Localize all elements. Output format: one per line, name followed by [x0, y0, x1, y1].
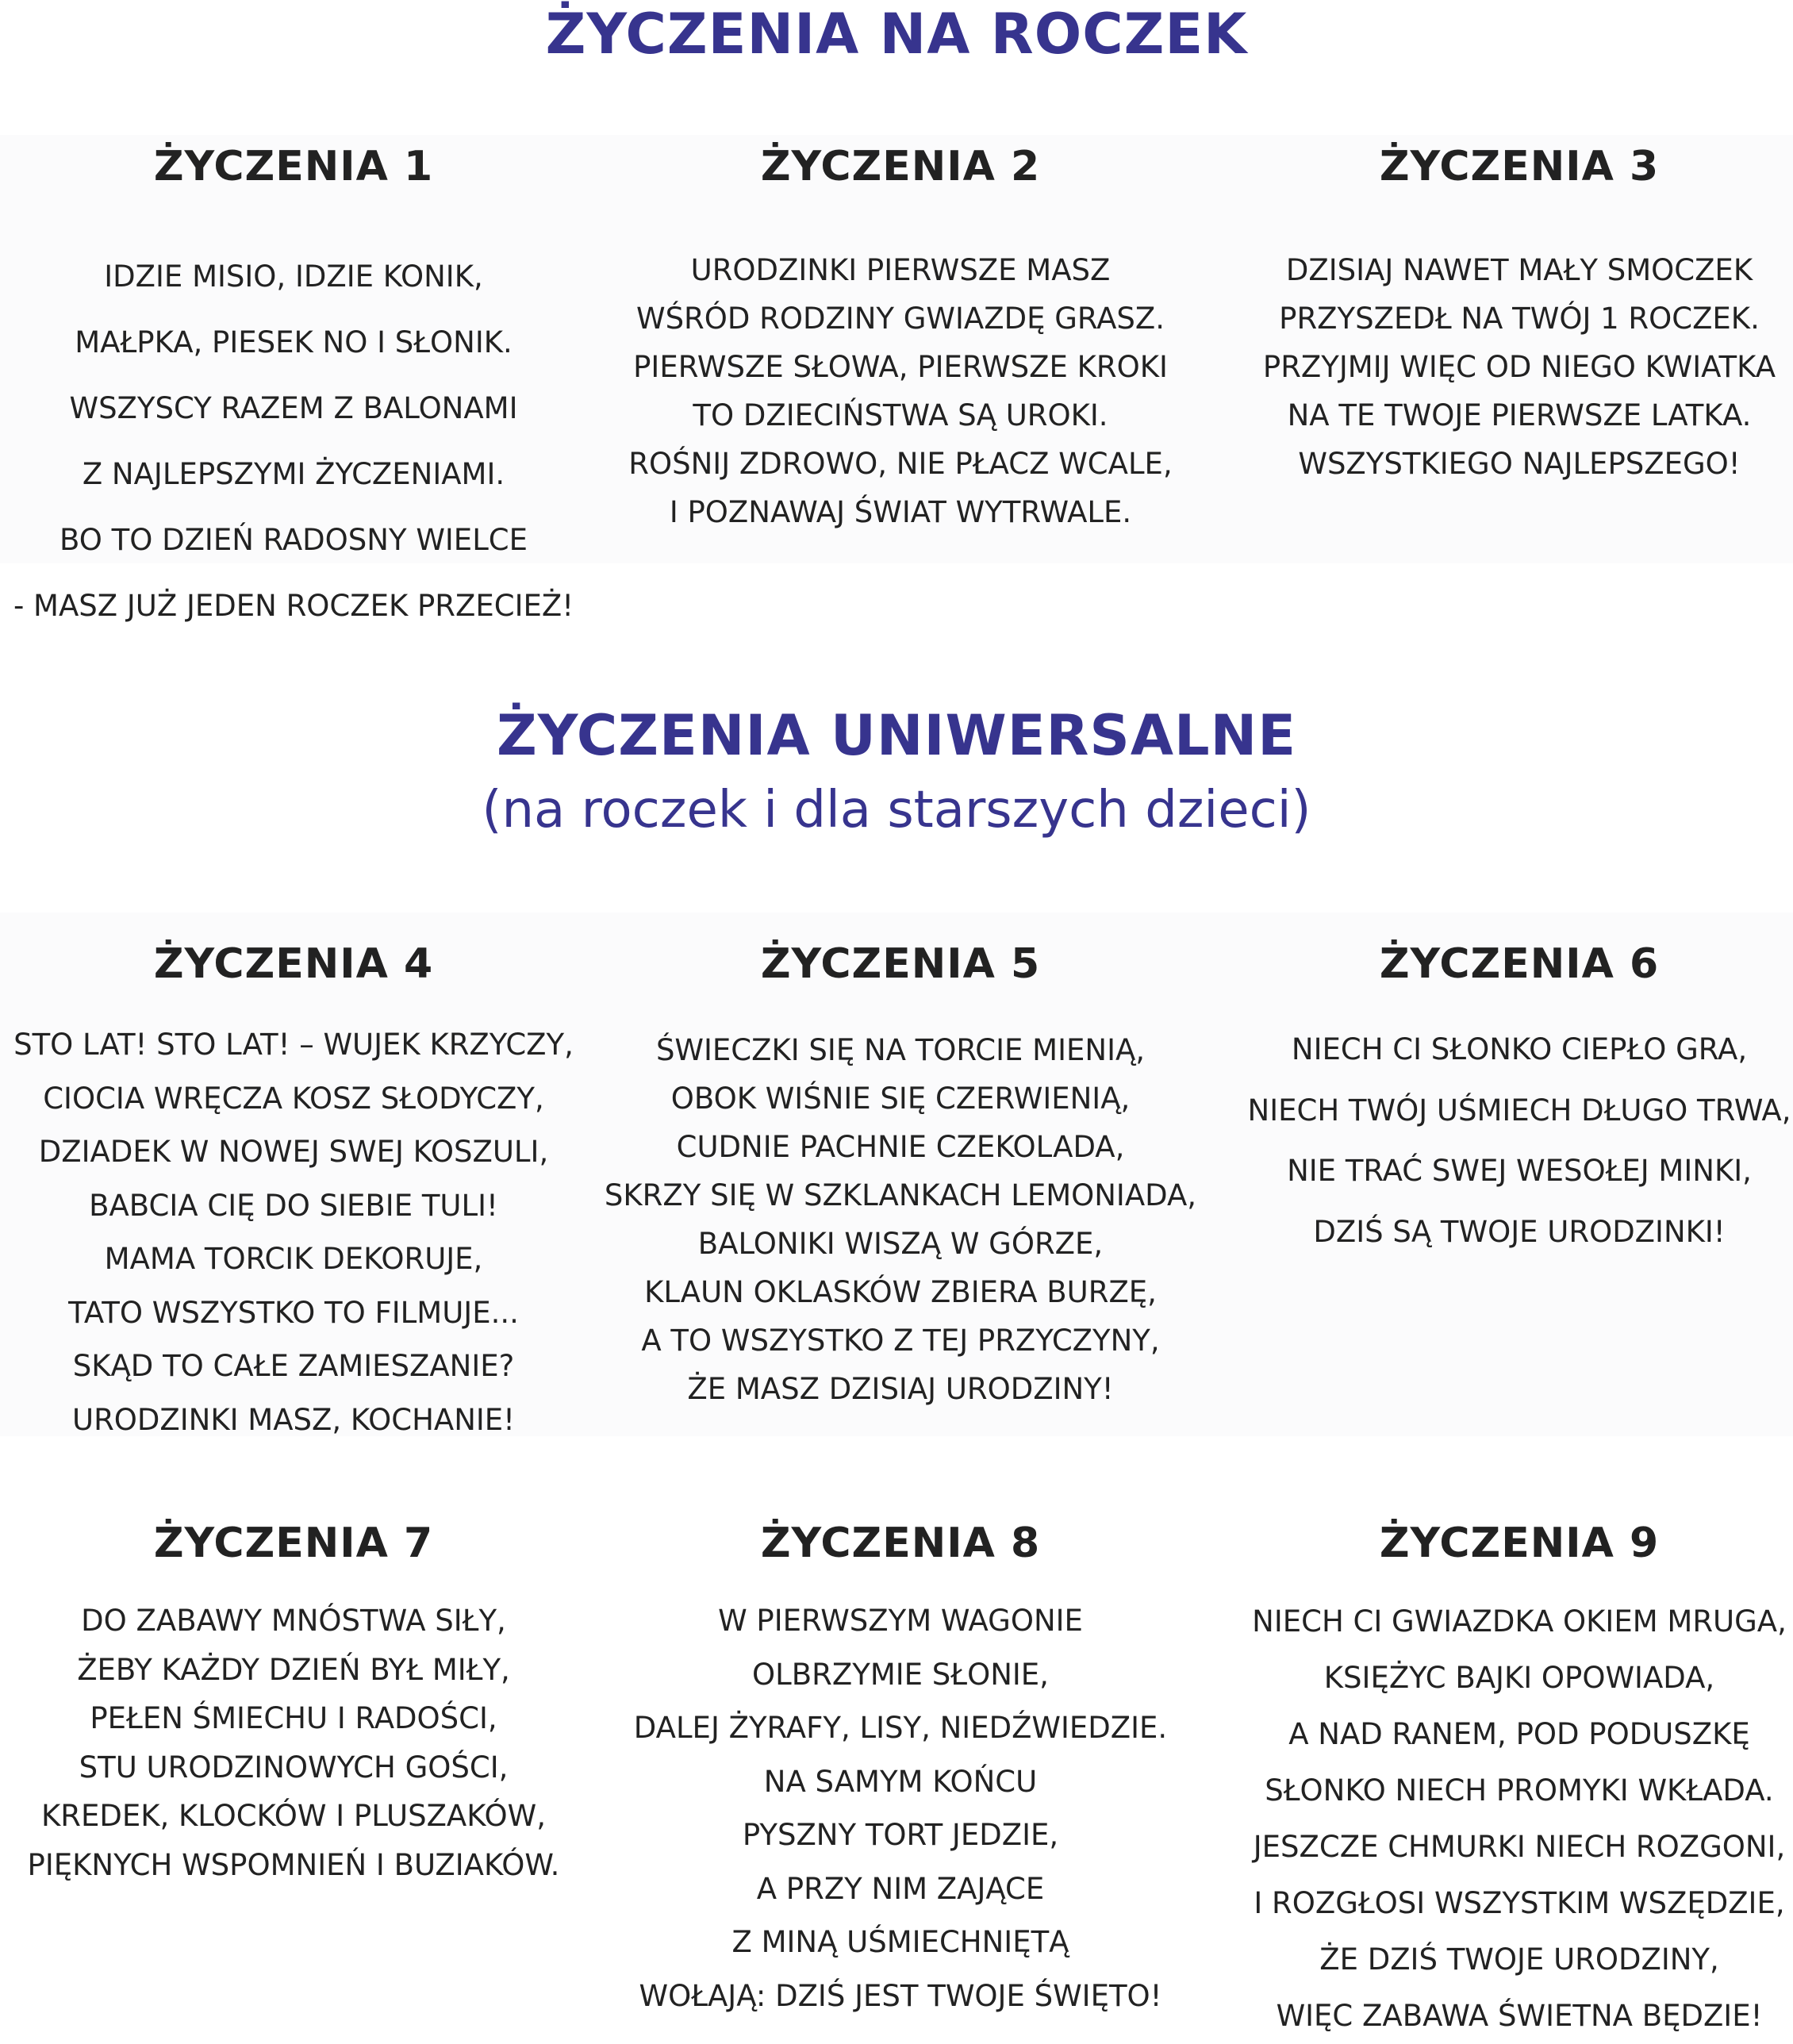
verse-line: KLAUN OKLASKÓW ZBIERA BURZĘ, — [644, 1275, 1157, 1309]
verse-line: MAMA TORCIK DEKORUJE, — [104, 1242, 483, 1276]
verse-line: OLBRZYMIE SŁONIE, — [752, 1657, 1049, 1692]
wish-title: ŻYCZENIA 4 — [153, 940, 434, 988]
verse-line: NA TE TWOJE PIERWSZE LATKA. — [1287, 398, 1752, 432]
verse-line: STO LAT! STO LAT! – WUJEK KRZYCZY, — [13, 1028, 574, 1062]
wish-verse — [0, 1596, 587, 1889]
wish-block-1 — [0, 143, 587, 635]
verse-line: SKRZY SIĘ W SZKLANKACH LEMONIADA, — [604, 1178, 1197, 1212]
verse-line: CUDNIE PACHNIE CZEKOLADA, — [676, 1130, 1125, 1164]
verse-line: WSZYSTKIEGO NAJLEPSZEGO! — [1298, 447, 1741, 481]
verse-line: I ROZGŁOSI WSZYSTKIM WSZĘDZIE, — [1254, 1886, 1785, 1920]
verse-line: WŚRÓD RODZINY GWIAZDĘ GRASZ. — [635, 302, 1165, 336]
verse-line: A NAD RANEM, POD PODUSZKĘ — [1288, 1717, 1750, 1751]
wish-verse — [607, 246, 1194, 536]
verse-line: CIOCIA WRĘCZA KOSZ SŁODYCZY, — [43, 1081, 544, 1116]
verse-line: PYSZNY TORT JEDZIE, — [742, 1818, 1059, 1852]
verse-line: PIĘKNYCH WSPOMNIEŃ I BUZIAKÓW. — [27, 1847, 560, 1882]
wish-block-2 — [607, 143, 1194, 555]
verse-line: JESZCZE CHMURKI NIECH ROZGONI, — [1253, 1830, 1786, 1864]
verse-line: URODZINKI PIERWSZE MASZ — [690, 253, 1111, 287]
verse-line: WSZYSCY RAZEM Z BALONAMI — [69, 391, 518, 425]
verse-line: A PRZY NIM ZAJĄCE — [756, 1871, 1045, 1906]
wish-block-4 — [0, 940, 587, 1456]
verse-line: NIECH CI GWIAZDKA OKIEM MRUGA, — [1252, 1604, 1787, 1639]
wish-title: ŻYCZENIA 3 — [1379, 143, 1660, 190]
verse-line: SKĄD TO CAŁE ZAMIESZANIE? — [72, 1349, 515, 1383]
wish-block-7 — [0, 1520, 587, 1916]
verse-line: TATO WSZYSTKO TO FILMUJE... — [68, 1295, 519, 1330]
verse-line: IDZIE MISIO, IDZIE KONIK, — [104, 259, 483, 294]
wish-block-6 — [1218, 940, 1793, 1274]
verse-line: DZIŚ SĄ TWOJE URODZINKI! — [1313, 1214, 1726, 1249]
wish-verse — [0, 1018, 587, 1447]
verse-line: BABCIA CIĘ DO SIEBIE TULI! — [89, 1188, 498, 1223]
verse-line: WOŁAJĄ: DZIŚ JEST TWOJE ŚWIĘTO! — [639, 1978, 1162, 2013]
verse-line: PIERWSZE SŁOWA, PIERWSZE KROKI — [633, 350, 1168, 384]
wish-block-8 — [607, 1520, 1194, 2027]
verse-line: ŻE DZIŚ TWOJE URODZINY, — [1319, 1942, 1719, 1977]
wish-verse — [1226, 246, 1793, 488]
verse-line: NA SAMYM KOŃCU — [763, 1764, 1038, 1799]
verse-line: DZIADEK W NOWEJ SWEJ KOSZULI, — [38, 1135, 549, 1169]
verse-line: OBOK WIŚNIE SIĘ CZERWIENIĄ, — [670, 1082, 1131, 1116]
verse-line: PRZYJMIJ WIĘC OD NIEGO KWIATKA — [1262, 350, 1776, 384]
verse-line: KREDEK, KLOCKÓW I PLUSZAKÓW, — [41, 1799, 546, 1833]
wish-verse — [0, 244, 587, 639]
wish-title: ŻYCZENIA 9 — [1379, 1520, 1660, 1567]
verse-line: Z NAJLEPSZYMI ŻYCZENIAMI. — [82, 457, 505, 491]
wish-title: ŻYCZENIA 6 — [1379, 940, 1660, 988]
wish-block-5 — [591, 940, 1210, 1432]
wish-verse — [591, 1026, 1210, 1413]
section-title-universal: ŻYCZENIA UNIWERSALNE — [496, 703, 1297, 768]
verse-line: PEŁEN ŚMIECHU I RADOŚCI, — [90, 1701, 497, 1735]
verse-line: DO ZABAWY MNÓSTWA SIŁY, — [81, 1604, 506, 1638]
verse-line: KSIĘŻYC BAJKI OPOWIADA, — [1323, 1661, 1715, 1695]
verse-line: TO DZIECIŃSTWA SĄ UROKI. — [693, 398, 1108, 432]
verse-line: BO TO DZIEŃ RADOSNY WIELCE — [59, 523, 528, 557]
verse-line: BALONIKI WISZĄ W GÓRZE, — [697, 1227, 1104, 1261]
verse-line: PRZYSZEDŁ NA TWÓJ 1 ROCZEK. — [1279, 302, 1760, 336]
wish-title: ŻYCZENIA 2 — [760, 143, 1041, 190]
verse-line: SŁONKO NIECH PROMYKI WKŁADA. — [1265, 1773, 1774, 1808]
section-title-roczek: ŻYCZENIA NA ROCZEK — [545, 2, 1248, 67]
verse-line: URODZINKI MASZ, KOCHANIE! — [72, 1402, 515, 1437]
wish-title: ŻYCZENIA 1 — [153, 143, 434, 190]
verse-line: DZISIAJ NAWET MAŁY SMOCZEK — [1285, 253, 1753, 287]
verse-line: NIECH CI SŁONKO CIEPŁO GRA, — [1291, 1032, 1748, 1066]
verse-line: ŻEBY KAŻDY DZIEŃ BYŁ MIŁY, — [77, 1652, 510, 1687]
verse-line: W PIERWSZYM WAGONIE — [718, 1604, 1083, 1638]
verse-line: NIE TRAĆ SWEJ WESOŁEJ MINKI, — [1287, 1154, 1752, 1188]
wish-verse — [607, 1594, 1194, 2023]
section-subtitle-universal: (na roczek i dla starszych dzieci) — [482, 781, 1311, 840]
wish-block-9 — [1226, 1520, 1793, 2033]
verse-line: WIĘC ZABAWA ŚWIETNA BĘDZIE! — [1276, 1999, 1763, 2033]
verse-line: STU URODZINOWYCH GOŚCI, — [79, 1750, 509, 1785]
verse-line: Z MINĄ UŚMIECHNIĘTĄ — [731, 1925, 1069, 1959]
wish-verse — [1226, 1593, 1793, 2044]
verse-line: MAŁPKA, PIESEK NO I SŁONIK. — [75, 325, 513, 359]
verse-line: ROŚNIJ ZDROWO, NIE PŁACZ WCALE, — [628, 447, 1173, 481]
verse-line: ŚWIECZKI SIĘ NA TORCIE MIENIĄ, — [655, 1033, 1146, 1067]
verse-line: A TO WSZYSTKO Z TEJ PRZYCZYNY, — [641, 1324, 1160, 1358]
wish-title: ŻYCZENIA 5 — [760, 940, 1041, 988]
verse-line: I POZNAWAJ ŚWIAT WYTRWALE. — [669, 495, 1132, 529]
verse-line: ŻE MASZ DZISIAJ URODZINY! — [687, 1372, 1114, 1406]
wish-title: ŻYCZENIA 8 — [760, 1520, 1041, 1567]
verse-line: NIECH TWÓJ UŚMIECH DŁUGO TRWA, — [1247, 1093, 1791, 1128]
verse-line: - MASZ JUŻ JEDEN ROCZEK PRZECIEŻ! — [13, 589, 574, 623]
verse-line: DALEJ ŻYRAFY, LISY, NIEDŹWIEDZIE. — [633, 1711, 1168, 1745]
wish-block-3 — [1226, 143, 1793, 555]
wish-verse — [1218, 1020, 1793, 1262]
wish-title: ŻYCZENIA 7 — [153, 1520, 434, 1567]
